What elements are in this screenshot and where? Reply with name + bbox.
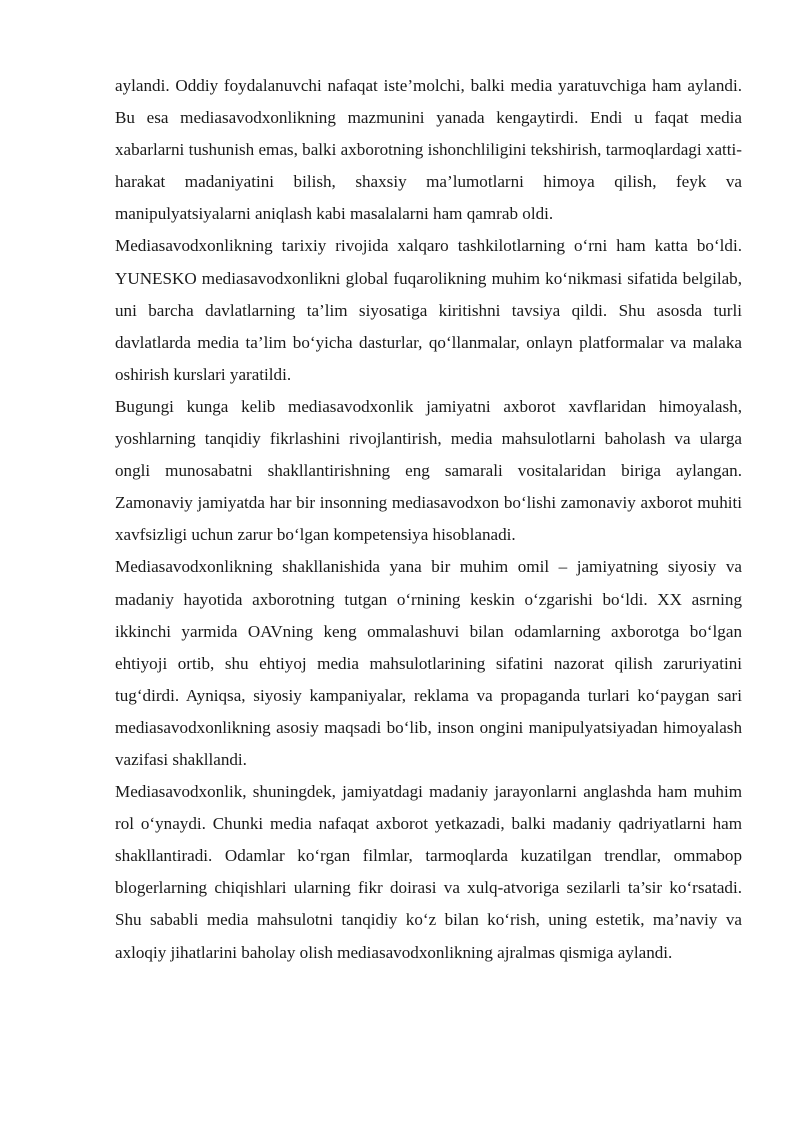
paragraph-continuation: aylandi. Oddiy foydalanuvchi nafaqat iste’molchi, balki media yaratuvchiga ham aylandi. Bu esa mediasavodxonlikning mazmunini yanada kengaytirdi. Endi u faqat media xabarlarni tushunish emas, balki axborotning ishonchliligini tekshirish, tarmoqlardagi xatti-harakat madaniyatini bilish, shaxsiy ma’lumotlarni himoya qilish, feyk va manipulyatsiyalarni aniqlash kabi masalalarni ham qamrab oldi. (115, 76, 742, 224)
document-page (115, 70, 742, 969)
paragraph-international-organizations: Mediasavodxonlikning tarixiy rivojida xalqaro tashkilotlarning o‘rni ham katta bo‘ldi. YUNESKO mediasavodxonlikni global fuqarolikning muhim ko‘nikmasi sifatida belgilab, uni barcha davlatlarning ta’lim siyosatiga kiritishni tavsiya qildi. Shu asosda turli davlatlarda media ta’lim bo‘yicha dasturlar, qo‘llanmalar, onlayn platformalar va malaka oshirish kurslari yaratildi. (115, 236, 742, 384)
paragraph-cultural-processes: Mediasavodxonlik, shuningdek, jamiyatdagi madaniy jarayonlarni anglashda ham muhim rol o‘ynaydi. Chunki media nafaqat axborot yetkazadi, balki madaniy qadriyatlarni ham shakllantiradi. Odamlar ko‘rgan filmlar, tarmoqlarda kuzatilgan trendlar, ommabop blogerlarning chiqishlari ularning fikr doirasi va xulq-atvoriga sezilarli ta’sir ko‘rsatadi. Shu sababli media mahsulotni tanqidiy ko‘z bilan ko‘rish, uning estetik, ma’naviy va axloqiy jihatlarini baholay olish mediasavodxonlikning ajralmas qismiga aylandi. (115, 782, 742, 962)
paragraph-modern-significance: Bugungi kunga kelib mediasavodxonlik jamiyatni axborot xavflaridan himoyalash, yoshlarning tanqidiy fikrlashini rivojlantirish, media mahsulotlarni baholash va ularga ongli munosabatni shakllantirishning eng samarali vositalaridan biriga aylangan. Zamonaviy jamiyatda har bir insonning mediasavodxon bo‘lishi zamonaviy axborot muhiti xavfsizligi uchun zarur bo‘lgan kompetensiya hisoblanadi. (115, 396, 742, 545)
paragraph-political-cultural-factor: Mediasavodxonlikning shakllanishida yana bir muhim omil – jamiyatning siyosiy va madaniy hayotida axborotning tutgan o‘rnining keskin o‘zgarishi bo‘ldi. XX asrning ikkinchi yarmida OAVning keng ommalashuvi bilan odamlarning axborotga bo‘lgan ehtiyoji ortib, shu ehtiyoj media mahsulotlarining sifatini nazorat qilish zaruriyatini tug‘dirdi. Ayniqsa, siyosiy kampaniyalar, reklama va propaganda turlari ko‘paygan sari mediasavodxonlikning asosiy maqsadi bo‘lib, inson ongini manipulyatsiyadan himoyalash vazifasi shakllandi. (115, 557, 742, 769)
